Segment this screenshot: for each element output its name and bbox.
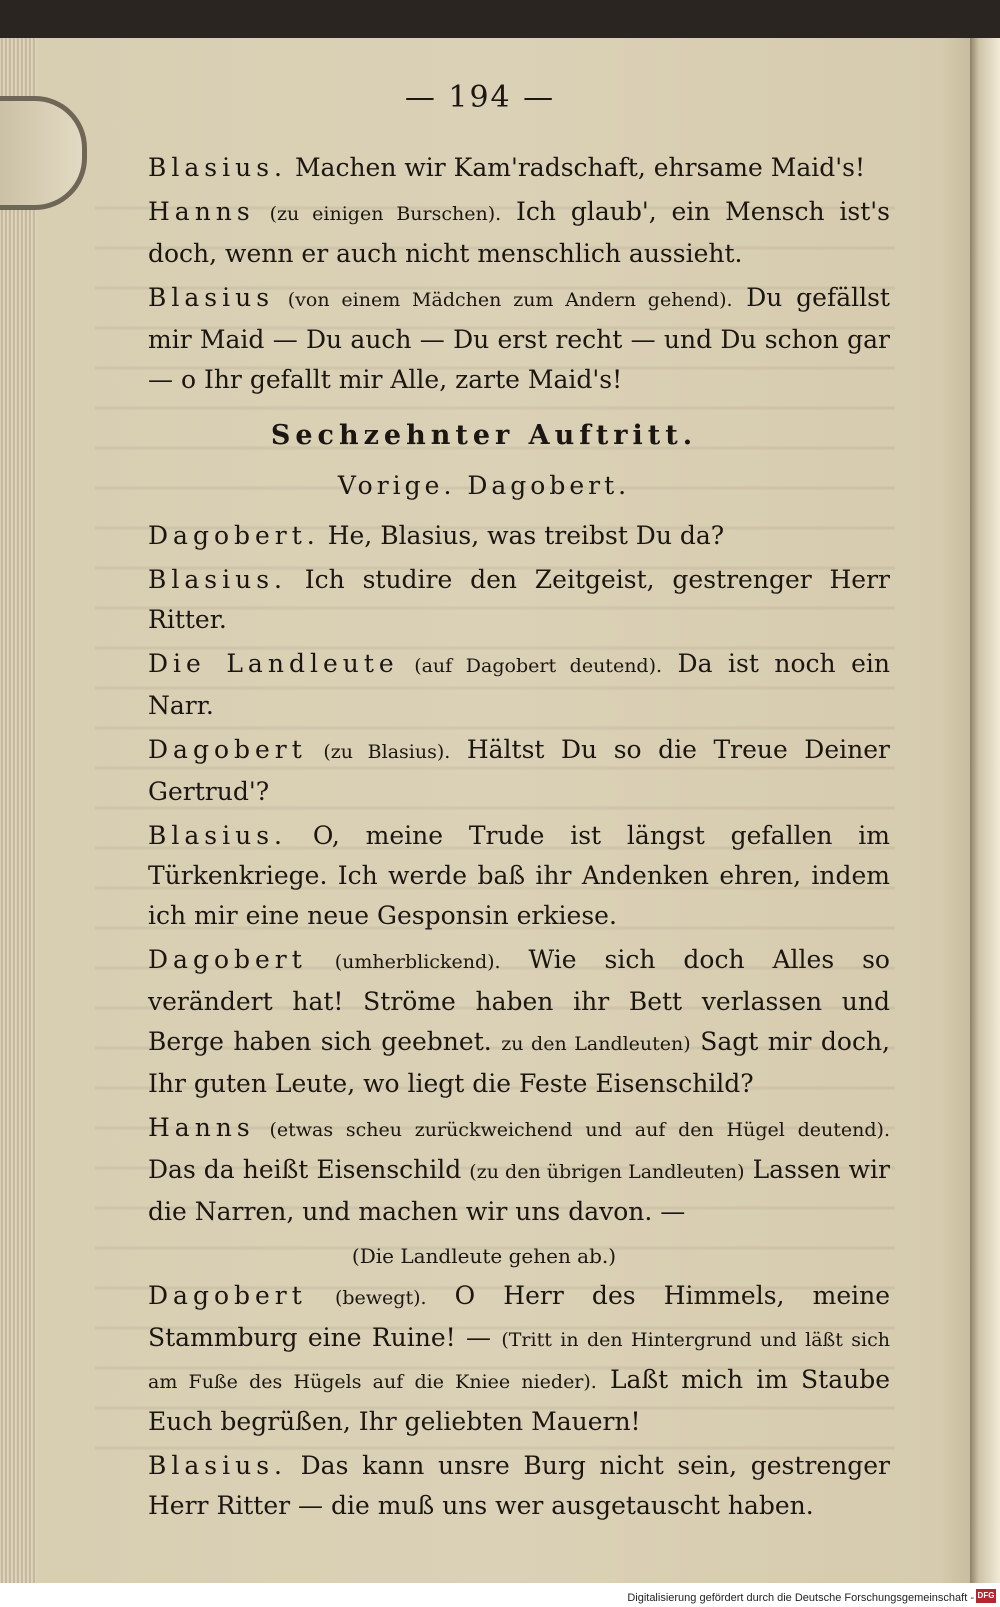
- dialogue-line: [78, 278, 890, 400]
- line-text: Das kann unsre Burg nicht sein, gestrenger Herr Ritter — die muß uns wer ausgetauscht haben.: [148, 1451, 890, 1520]
- stage-direction: (umherblickend).: [334, 951, 501, 973]
- dialogue-line: [78, 940, 890, 1104]
- dialogue-line: [78, 192, 890, 274]
- speaker-name: Dagobert: [148, 735, 307, 764]
- line-text: Wie sich doch Alles so verändert hat! Ströme haben ihr Bett verlassen und Berge haben sich geebnet.: [148, 945, 890, 1056]
- speaker-name: Dagobert: [148, 1281, 307, 1310]
- page-edges-right: [970, 38, 1000, 1583]
- dialogue-line: [78, 148, 890, 188]
- stage-direction: (Tritt in den Hintergrund und läßt sich am Fuße des Hügels auf die Kniee nieder).: [148, 1329, 890, 1393]
- dialogue-line: [78, 516, 890, 556]
- exit-direction: (Die Landleute gehen ab.): [351, 1244, 617, 1268]
- speaker-name: Blasius.: [148, 565, 287, 594]
- speaker-name: Hanns: [148, 197, 255, 226]
- line-text: O, meine Trude ist längst gefallen im Türkenkriege. Ich werde baß ihr Andenken ehren, indem ich mir eine neue Gesponsin erkiese.: [148, 821, 891, 930]
- dialogue-line: [78, 816, 890, 936]
- dialogue-line: [78, 560, 890, 640]
- speaker-name: Blasius.: [148, 1451, 287, 1480]
- dialogue-line: [78, 730, 890, 812]
- speaker-name: Die Landleute: [148, 649, 399, 678]
- dialogue-line: [78, 1446, 890, 1526]
- line-text: Das da heißt Eisenschild: [148, 1155, 462, 1184]
- line-text: He, Blasius, was treibst Du da?: [327, 521, 725, 550]
- stage-direction: (etwas scheu zurückweichend und auf den Hügel deutend).: [269, 1119, 890, 1141]
- line-text: Laßt mich im Staube Euch begrüßen, Ihr geliebten Mauern!: [148, 1365, 890, 1436]
- page-edges-left: [0, 38, 36, 1583]
- line-text: Du gefällst mir Maid — Du auch — Du erst recht — und Du schon gar — o Ihr gefallt mir Alle, zarte Maid's!: [148, 283, 890, 394]
- speaker-name: Dagobert: [148, 945, 307, 974]
- scene-heading: Sechzehnter Auftritt.: [270, 420, 698, 451]
- speaker-name: Blasius.: [148, 153, 287, 182]
- stage-direction: (bewegt).: [334, 1287, 427, 1309]
- line-text: Sagt mir doch, Ihr guten Leute, wo liegt die Feste Eisenschild?: [148, 1027, 891, 1098]
- speaker-name: Dagobert.: [148, 521, 320, 550]
- line-text: Machen wir Kam'radschaft, ehrsame Maid's!: [294, 153, 866, 182]
- line-text: Hältst Du so die Treue Deiner Gertrud'?: [148, 735, 890, 806]
- line-text: Ich glaub', ein Mensch ist's doch, wenn er auch nicht menschlich aussieht.: [148, 197, 890, 268]
- stage-direction: (auf Dagobert deutend).: [414, 655, 663, 677]
- line-text: Da ist noch ein Narr.: [148, 649, 891, 720]
- line-text: O Herr des Himmels, meine Stammburg eine Ruine! —: [148, 1281, 890, 1352]
- speaker-name: Blasius: [148, 283, 275, 312]
- line-text: Ich studire den Zeitgeist, gestrenger Herr Ritter.: [148, 565, 890, 634]
- line-text: Lassen wir die Narren, und machen wir uns davon. —: [148, 1155, 890, 1226]
- page-number: — 194 —: [404, 80, 556, 115]
- stage-direction: (zu Blasius).: [323, 741, 451, 763]
- dialogue-line: [78, 1276, 890, 1442]
- stage-direction: (zu einigen Burschen).: [269, 203, 502, 225]
- footer-credit: Digitalisierung gefördert durch die Deutsche Forschungsgemeinschaft -: [627, 1592, 974, 1604]
- footer-bar: [0, 1583, 1000, 1607]
- page-text: [78, 148, 890, 1530]
- stage-direction: (zu den übrigen Landleuten): [469, 1161, 745, 1183]
- scene-characters: Vorige. Dagobert.: [337, 471, 631, 500]
- dialogue-line: [78, 1108, 890, 1232]
- speaker-name: Blasius.: [148, 821, 287, 850]
- dialogue-line: [78, 644, 890, 726]
- stage-direction: (von einem Mädchen zum Andern gehend).: [287, 289, 733, 311]
- speaker-name: Hanns: [148, 1113, 255, 1142]
- stage-direction: zu den Landleuten): [501, 1033, 691, 1055]
- dfg-logo-icon: DFG: [976, 1589, 996, 1603]
